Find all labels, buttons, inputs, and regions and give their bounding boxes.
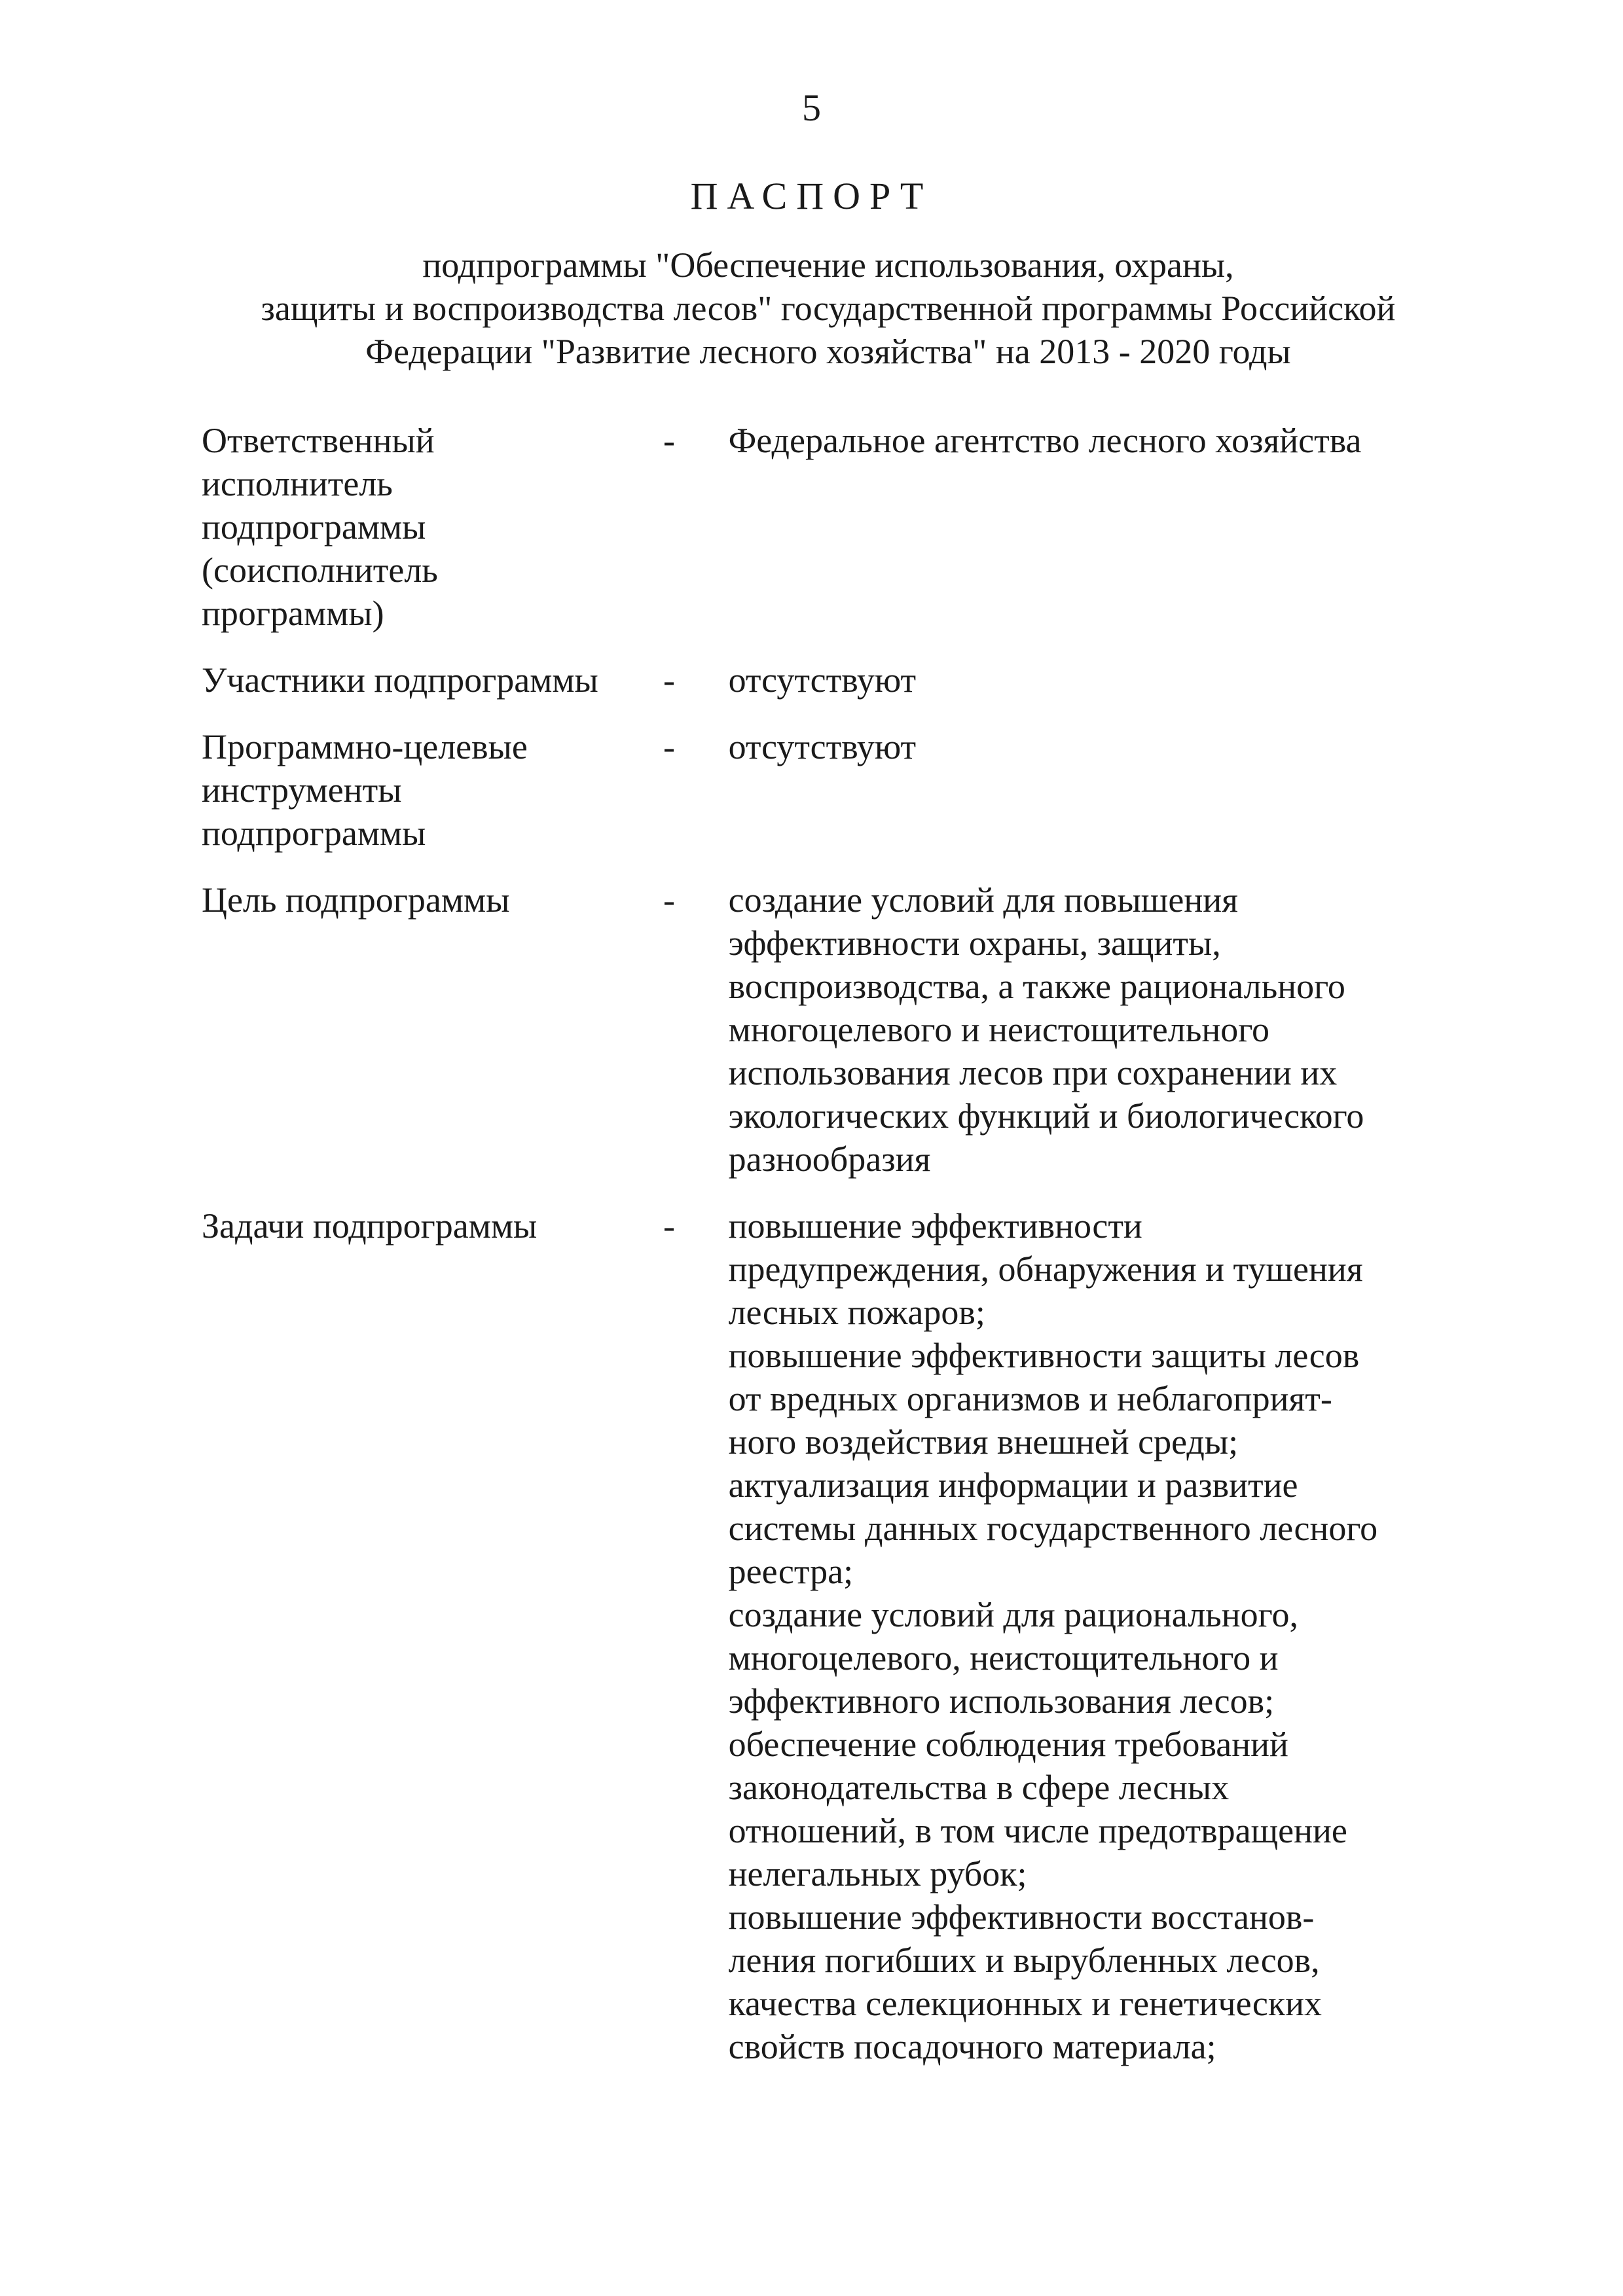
value-line: обеспечение соблюдения требований	[728, 1725, 1288, 1764]
value-line: лесных пожаров;	[728, 1293, 985, 1332]
value-line: свойств посадочного материала;	[728, 2027, 1216, 2066]
row-dash: -	[663, 880, 676, 920]
value-line: законодательства в сфере лесных	[728, 1768, 1230, 1807]
value-line: реестра;	[728, 1552, 854, 1591]
page-number: 5	[802, 86, 821, 129]
value-line: повышение эффективности	[728, 1206, 1142, 1246]
value-line: системы данных государственного лесного	[728, 1509, 1378, 1548]
value-line: разнообразия	[728, 1139, 931, 1179]
row-label: Цель подпрограммы	[202, 880, 510, 920]
row-dash: -	[663, 660, 676, 700]
passport-row-program-tools	[202, 725, 1446, 855]
value-line: эффективного использования лесов;	[728, 1681, 1275, 1721]
passport-table	[202, 419, 1446, 2092]
value-line: предупреждения, обнаружения и тушения	[728, 1249, 1363, 1289]
value-line: создание условий для повышения	[728, 880, 1238, 920]
value-line: Федеральное агентство лесного хозяйства	[728, 421, 1362, 460]
value-line: повышение эффективности восстанов-	[728, 1897, 1315, 1937]
value-line: ления погибших и вырубленных лесов,	[728, 1941, 1320, 1980]
row-value	[729, 1204, 1446, 2068]
passport-row-participants	[202, 658, 1446, 702]
value-line: ного воздействия внешней среды;	[728, 1422, 1239, 1462]
row-dash: -	[663, 1206, 676, 1246]
row-label: Программно-целевые инструменты подпрограммы	[202, 727, 528, 853]
value-line: нелегальных рубок;	[728, 1854, 1027, 1893]
row-label: Ответственный исполнитель подпрограммы (соисполнитель программы)	[202, 421, 438, 633]
value-line: актуализация информации и развитие	[728, 1465, 1298, 1505]
row-value	[729, 878, 1446, 1181]
value-line: отсутствуют	[728, 660, 917, 700]
row-dash: -	[663, 727, 676, 766]
document-title: ПАСПОРТ	[690, 175, 933, 217]
value-line: повышение эффективности защиты лесов	[728, 1336, 1360, 1375]
document-subtitle	[131, 243, 1525, 373]
subtitle-line: подпрограммы "Обеспечение использования, охраны,	[422, 245, 1234, 285]
value-line: эффективности охраны, защиты,	[728, 924, 1221, 963]
row-dash: -	[663, 421, 676, 460]
value-line: отсутствуют	[728, 727, 917, 766]
value-line: воспроизводства, а также рационального	[728, 967, 1345, 1006]
value-line: многоцелевого и неистощительного	[728, 1010, 1270, 1049]
row-value	[729, 725, 1446, 855]
subtitle-line: Федерации "Развитие лесного хозяйства" на 2013 - 2020 годы	[365, 332, 1291, 371]
value-line: создание условий для рационального,	[728, 1595, 1298, 1634]
row-label: Задачи подпрограммы	[202, 1206, 538, 1246]
value-line: отношений, в том числе предотвращение	[728, 1811, 1347, 1850]
value-line: от вредных организмов и неблагоприят-	[728, 1379, 1332, 1418]
value-line: качества селекционных и генетических	[728, 1984, 1322, 2023]
passport-row-tasks	[202, 1204, 1446, 2068]
value-line: экологических функций и биологического	[728, 1096, 1364, 1136]
row-label: Участники подпрограммы	[202, 660, 598, 700]
row-value	[729, 419, 1446, 635]
passport-row-goal	[202, 878, 1446, 1181]
passport-row-responsible-executor	[202, 419, 1446, 635]
value-line: многоцелевого, неистощительного и	[728, 1638, 1279, 1677]
value-line: использования лесов при сохранении их	[728, 1053, 1338, 1092]
subtitle-line: защиты и воспроизводства лесов" государственной программы Российской	[261, 289, 1396, 328]
row-value	[729, 658, 1446, 702]
